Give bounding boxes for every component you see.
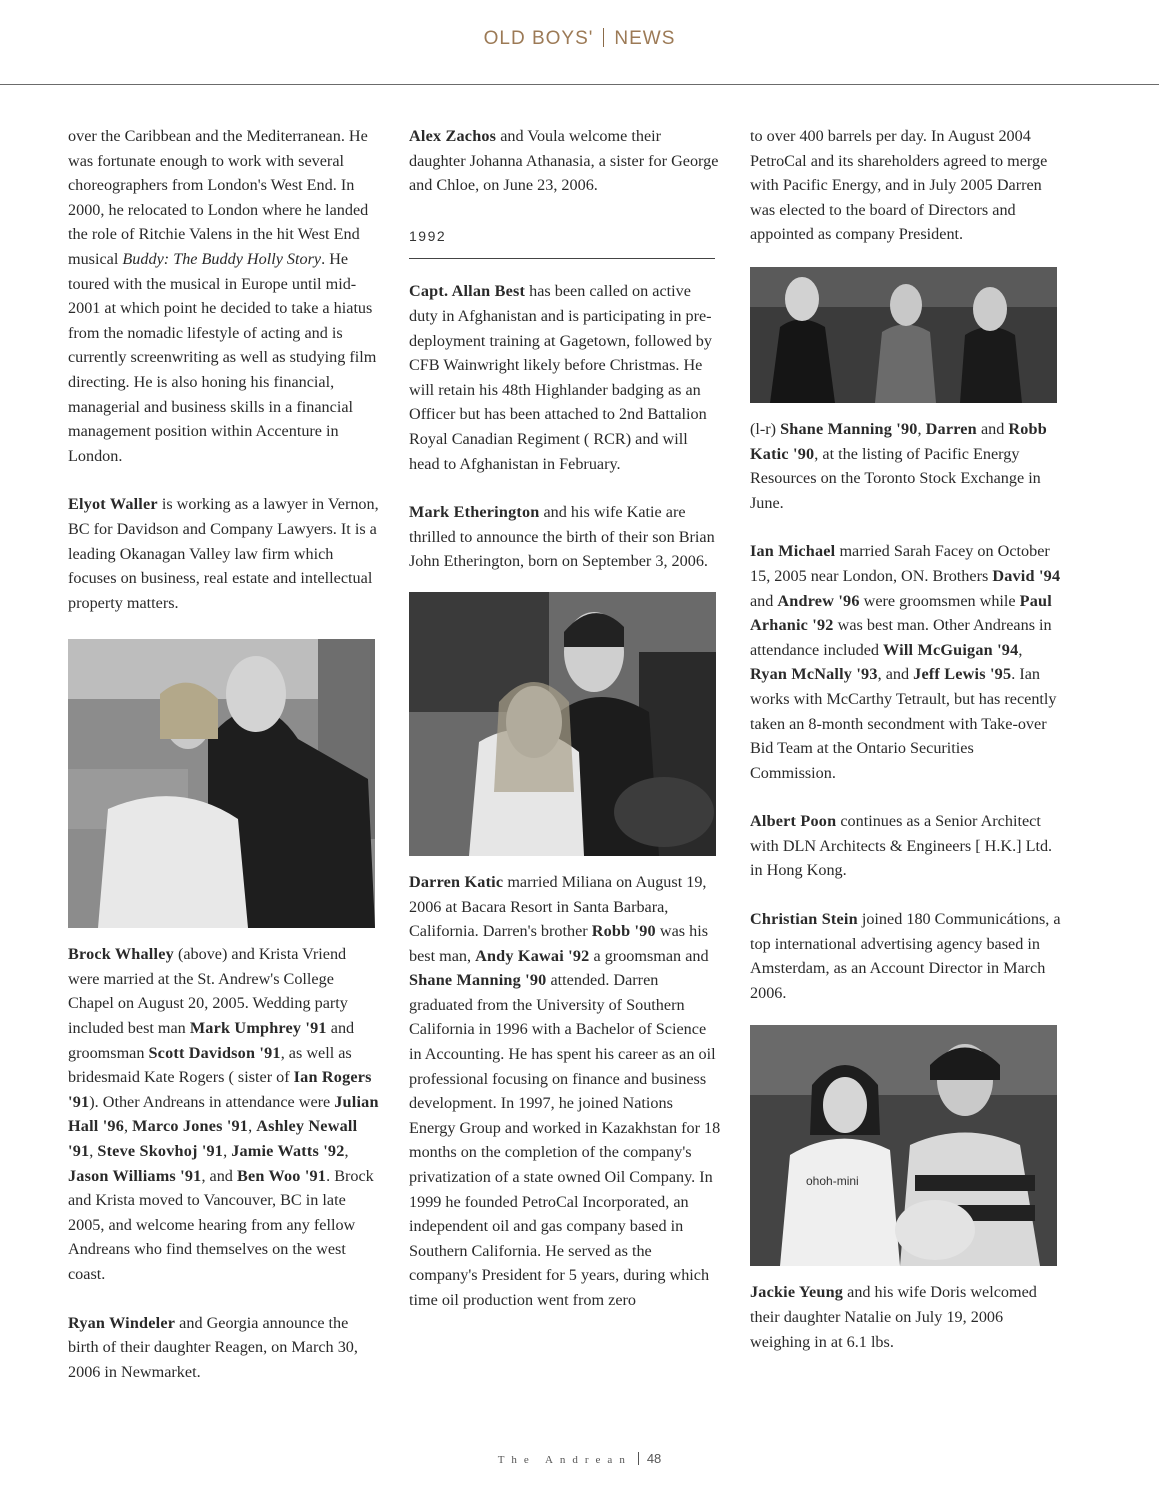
paragraph: Mark Etherington and his wife Katie are thrilled to announce the birth of their son Brian John Etherington, born on September 3, 2006. bbox=[409, 503, 715, 571]
wedding-photo-whalley bbox=[68, 639, 375, 928]
paragraph: Ryan Windeler and Georgia announce the birth of their daughter Reagen, on March 30, 2006 in Newmarket. bbox=[68, 1313, 358, 1381]
paragraph: Elyot Waller is working as a lawyer in Vernon, BC for Davidson and Company Lawyers. It is a leading Okanagan Valley law firm which focuses on business, real estate and intellectual property matters. bbox=[68, 495, 379, 612]
header-rule bbox=[0, 84, 1159, 85]
paragraph: Ian Michael married Sarah Facey on October 15, 2005 near London, ON. Brothers David '94 and Andrew '96 were groomsmen while Paul Arhanic '92 was best man. Other Andreans in attendance included Will McGuigan '94, Ryan McNally '93, and Jeff Lewis '95. Ian works with McCarthy Tetrault, but has recently taken an 8-month secondment with Take-over Bid Team at the Ontario Securities Commission. bbox=[750, 542, 1061, 782]
column-2 bbox=[409, 124, 721, 1337]
year-heading: 1992 bbox=[409, 222, 715, 260]
column-1 bbox=[68, 124, 380, 1408]
family-photo-yeung bbox=[750, 1025, 1057, 1266]
column-3 bbox=[750, 124, 1062, 1378]
paragraph: Alex Zachos and Voula welcome their daughter Johanna Athanasia, a sister for George and Chloe, on June 23, 2006. bbox=[409, 127, 719, 195]
paragraph: Darren Katic married Miliana on August 19, 2006 at Bacara Resort in Santa Barbara, California. Darren's brother Robb '90 was his best man, Andy Kawai '92 a groomsman and Shane Manning '90 attended. Darren graduated from the University of Southern California in 1996 with a Bachelor of Science in Accounting. He has spent his career as an oil professional focusing on finance and business development. In 1997, he joined Nations Energy Group and worked in Kazakhstan for 18 months on the completion of the company's privatization of a state owned Oil Company. In 1999 he founded PetroCal Incorporated, an independent oil and gas company based in Southern California. He served as the company's President for 5 years, during which time oil production went from zero bbox=[409, 872, 721, 1309]
subsection-label: NEWS bbox=[614, 28, 676, 49]
photo-caption: (l-r) Shane Manning '90, Darren and Robb Katic '90, at the listing of Pacific Energy Resources on the Toronto Stock Exchange in June. bbox=[750, 419, 1047, 512]
shirt-text: ohoh-mini bbox=[806, 1174, 859, 1189]
paragraph: over the Caribbean and the Mediterranean. He was fortunate enough to work with several choreographers from London's West End. In 2000, he relocated to London where he landed the role of Ritchie Valens in the hit West End musical Buddy: The Buddy Holly Story. He toured with the musical in Europe until mid-2001 at which point he decided to take a hiatus from the nomadic lifestyle of acting and is currently screenwriting as well as studying film directing. He is also honing his financial, managerial and business skills in a financial management position within Accenture in London. bbox=[68, 127, 377, 465]
publication-name: The Andrean bbox=[497, 1454, 632, 1466]
section-label: OLD BOYS' bbox=[483, 28, 594, 49]
wedding-photo-katic bbox=[409, 592, 716, 856]
paragraph: Christian Stein joined 180 Communicátions, a top international advertising agency based in Amsterdam, as an Account Director in March 2006. bbox=[750, 910, 1061, 1002]
page-footer bbox=[0, 1451, 1159, 1466]
paragraph: Jackie Yeung and his wife Doris welcomed their daughter Natalie on July 19, 2006 weighing in at 6.1 lbs. bbox=[750, 1283, 1037, 1351]
footer-divider bbox=[638, 1452, 639, 1465]
page-number: 48 bbox=[646, 1451, 662, 1466]
header-divider bbox=[603, 28, 604, 47]
paragraph: Brock Whalley (above) and Krista Vriend were married at the St. Andrew's College Chapel on August 20, 2005. Wedding party included best man Mark Umphrey '91 and groomsman Scott Davidson '91, as well as bridesmaid Kate Rogers ( sister of Ian Rogers '91). Other Andreans in attendance were Julian Hall '96, Marco Jones '91, Ashley Newall '91, Steve Skovhoj '91, Jamie Watts '92, Jason Williams '91, and Ben Woo '91. Brock and Krista moved to Vancouver, BC in late 2005, and welcome hearing from any fellow Andreans who find themselves on the west coast. bbox=[68, 945, 379, 1283]
paragraph: to over 400 barrels per day. In August 2004 PetroCal and its shareholders agreed to merge with Pacific Energy, and in July 2005 Darren was elected to the board of Directors and appointed as company President. bbox=[750, 127, 1048, 244]
paragraph: Capt. Allan Best has been called on active duty in Afghanistan and is participating in pre-deployment training at Gagetown, followed by CFB Wainwright likely before Christmas. He will retain his 48th Highlander badging as an Officer but has been attached to 2nd Battalion Royal Canadian Regiment ( RCR) and will head to Afghanistan in February. bbox=[409, 282, 712, 473]
listing-photo bbox=[750, 267, 1057, 403]
paragraph: Albert Poon continues as a Senior Architect with DLN Architects & Engineers [ H.K.] Ltd. in Hong Kong. bbox=[750, 812, 1053, 880]
page-header bbox=[0, 28, 1159, 50]
